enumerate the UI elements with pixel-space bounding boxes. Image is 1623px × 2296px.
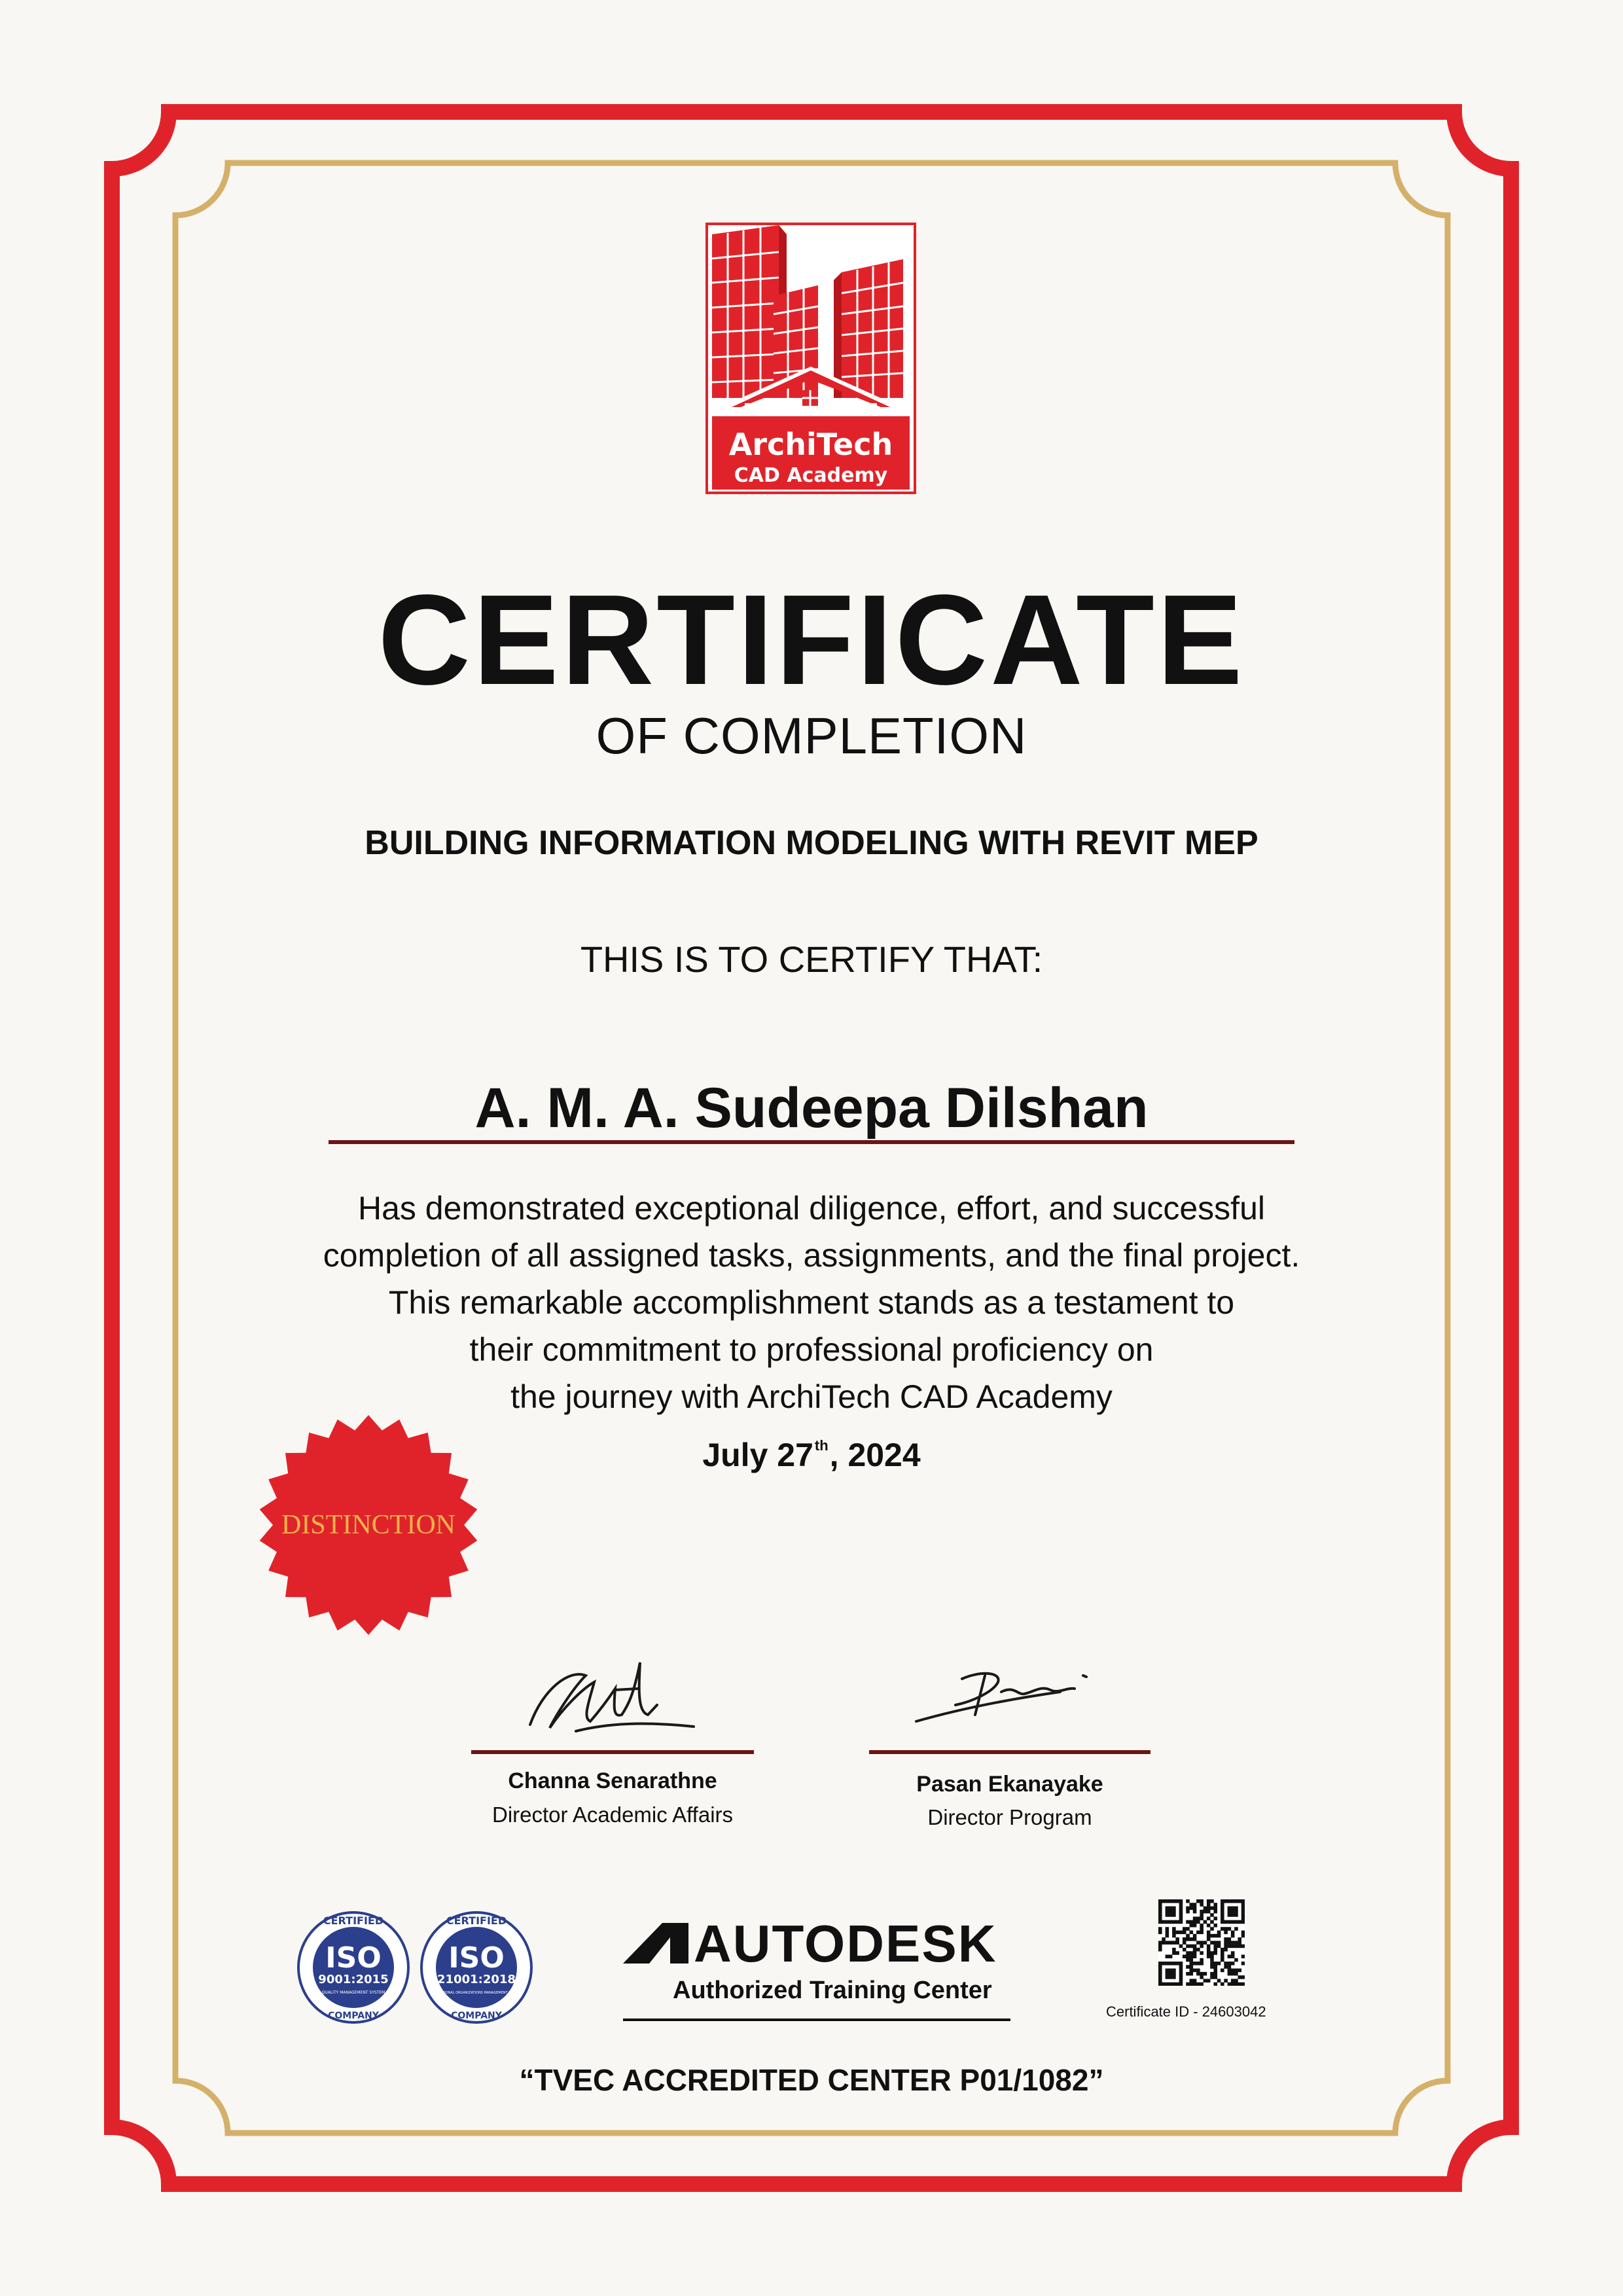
certificate-id: Certificate ID - 24603042 [1106, 2003, 1266, 2020]
logo-line1: ArchiTech [728, 427, 893, 462]
certify-line: THIS IS TO CERTIFY THAT: [580, 939, 1043, 980]
seal-text: DISTINCTION [281, 1510, 455, 1540]
architech-logo [705, 223, 916, 494]
signature-pasan [910, 1656, 1106, 1728]
citation-line: completion of all assigned tasks, assignments, and the final project. [323, 1237, 1300, 1274]
recipient-name: A. M. A. Sudeepa Dilshan [474, 1077, 1149, 1139]
course-name: BUILDING INFORMATION MODELING WITH REVIT MEP [365, 824, 1258, 862]
iso-9001-badge [296, 1910, 411, 2025]
citation-line: This remarkable accomplishment stands as a testament to [388, 1284, 1235, 1321]
qr-code [1158, 1899, 1245, 1986]
iso-badge-top-text: CERTIFIED [446, 1914, 507, 1927]
iso-badge-top-text: CERTIFIED [323, 1914, 384, 1927]
autodesk-underline [623, 2018, 1010, 2021]
date-suffix: th [814, 1437, 829, 1454]
iso-badge-code: 9001:2015 [318, 1973, 389, 1986]
signatory-2-name: Pasan Ekanayake [916, 1772, 1103, 1797]
signatory-2-title: Director Program [927, 1805, 1092, 1829]
citation-line: Has demonstrated exceptional diligence, effort, and successful [358, 1190, 1265, 1227]
citation-text [0, 1185, 1623, 1420]
certificate-subtitle: OF COMPLETION [596, 707, 1027, 764]
date-month-day: July 27 [702, 1437, 813, 1473]
completion-date [0, 1439, 1623, 1471]
autodesk-wordmark: AUTODESK [694, 1914, 997, 1973]
signature-channa [517, 1649, 707, 1741]
autodesk-logo-icon [623, 1923, 688, 1964]
citation-line: their commitment to professional proficiency on [469, 1331, 1154, 1368]
certificate-title: CERTIFICATE [378, 568, 1245, 711]
signature-line-1 [471, 1750, 754, 1754]
citation-line: the journey with ArchiTech CAD Academy [510, 1378, 1113, 1415]
date-year: , 2024 [829, 1437, 921, 1473]
signature-line-2 [869, 1750, 1150, 1754]
signatory-1-title: Director Academic Affairs [491, 1803, 734, 1827]
tvec-accreditation: “TVEC ACCREDITED CENTER P01/1082” [519, 2063, 1104, 2097]
iso-badge-desc: QUALITY MANAGEMENT SYSTEM [321, 1990, 385, 1995]
iso-badge-label: ISO [448, 1941, 505, 1975]
autodesk-subtitle: Authorized Training Center [673, 1977, 992, 2004]
iso-badge-bottom-text: COMPANY [451, 2011, 502, 2021]
iso-badge-code: 21001:2018 [437, 1973, 516, 1986]
iso-21001-badge [419, 1910, 534, 2025]
signatory-1-name: Channa Senarathne [508, 1768, 717, 1793]
distinction-seal [254, 1410, 483, 1640]
logo-line2: CAD Academy [734, 464, 888, 487]
iso-badge-label: ISO [325, 1941, 382, 1975]
recipient-underline [329, 1140, 1294, 1144]
iso-badge-bottom-text: COMPANY [328, 2011, 379, 2021]
iso-badge-desc: EDUCATIONAL ORGANIZATIONS MANAGEMENT SYSTEM [431, 1991, 522, 1995]
